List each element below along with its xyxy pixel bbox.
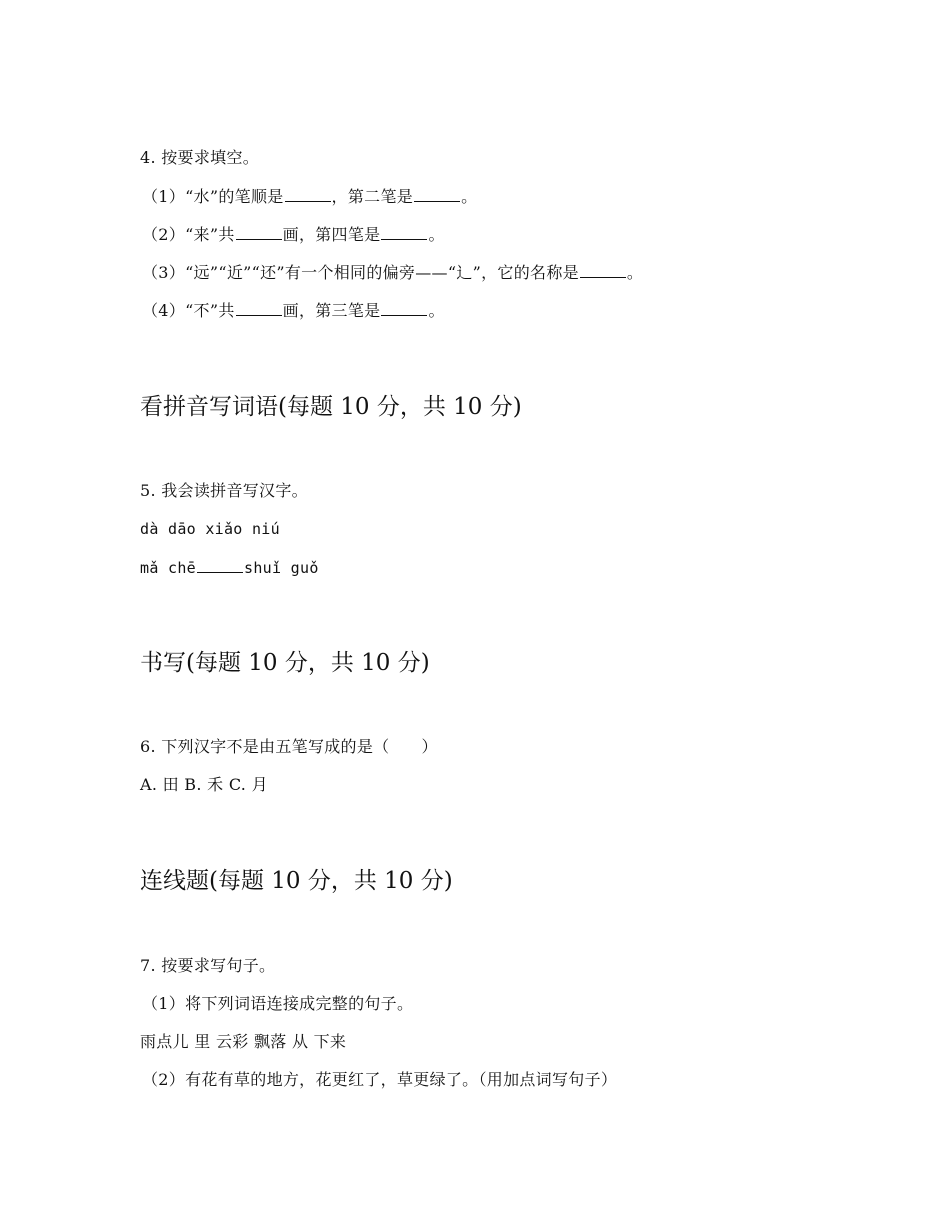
question-7-sub-2: （2）有花有草的地方，花更红了，草更绿了。（用加点词写句子） — [142, 1070, 618, 1089]
answer-blank[interactable] — [236, 301, 282, 316]
question-6-options: A. 田 B. 禾 C. 月 — [140, 775, 268, 794]
question-6-title — [140, 736, 438, 758]
question-4-item-2 — [142, 224, 445, 246]
item-4-text-c: 。 — [428, 301, 445, 320]
pinyin-row-2-a: mǎ chē — [140, 559, 196, 577]
question-7-words: 雨点儿 里 云彩 飘落 从 下来 — [140, 1032, 347, 1051]
answer-blank[interactable] — [381, 301, 427, 316]
question-7-title: 7. 按要求写句子。 — [140, 956, 276, 975]
question-4-item-1 — [142, 186, 477, 208]
question-7-sub-1: （1）将下列词语连接成完整的句子。 — [142, 994, 414, 1013]
item-4-text-a: （4）“不”共 — [142, 301, 235, 320]
answer-blank[interactable] — [414, 187, 460, 202]
item-3-text-a: （3）“远”“近”“还”有一个相同的偏旁——“辶”，它的名称是 — [142, 263, 579, 282]
item-2-text-a: （2）“来”共 — [142, 225, 235, 244]
item-1-text-a: （1）“水”的笔顺是 — [142, 187, 284, 206]
question-4-item-3 — [142, 262, 643, 284]
answer-blank[interactable] — [236, 225, 282, 240]
pinyin-row-1: dà dāo xiǎo niú — [140, 520, 280, 538]
section-heading-writing: 书写(每题 10 分，共 10 分) — [140, 650, 430, 676]
item-1-text-b: ，第二笔是 — [331, 187, 414, 206]
item-4-text-b: 画，第三笔是 — [282, 301, 381, 320]
answer-blank[interactable] — [381, 225, 427, 240]
question-5-title: 5. 我会读拼音写汉字。 — [140, 481, 308, 500]
item-1-text-c: 。 — [461, 187, 478, 206]
answer-blank[interactable] — [197, 558, 243, 573]
question-6-text-a: 6. 下列汉字不是由五笔写成的是（ — [140, 737, 390, 756]
item-3-text-b: 。 — [626, 263, 644, 282]
question-6-text-b: ） — [421, 737, 438, 756]
pinyin-row-2 — [140, 557, 319, 579]
question-4-title: 4. 按要求填空。 — [140, 148, 260, 167]
pinyin-row-2-b: shuǐ guǒ — [244, 559, 319, 577]
item-2-text-b: 画，第四笔是 — [282, 225, 381, 244]
answer-blank[interactable] — [285, 187, 331, 202]
section-heading-matching: 连线题(每题 10 分，共 10 分) — [140, 868, 453, 894]
section-heading-pinyin: 看拼音写词语(每题 10 分，共 10 分) — [140, 394, 522, 420]
question-4-item-4 — [142, 300, 445, 322]
answer-blank[interactable] — [580, 263, 626, 278]
item-2-text-c: 。 — [428, 225, 445, 244]
